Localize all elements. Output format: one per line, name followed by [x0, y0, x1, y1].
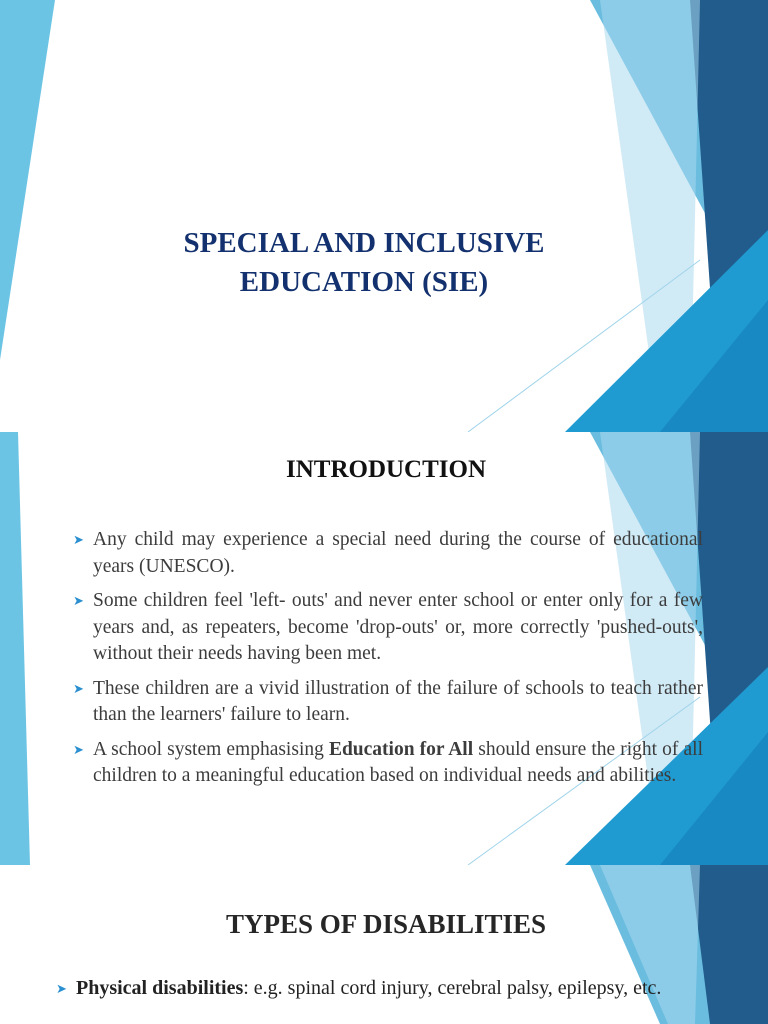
bullet-text-emphasis: Education for All: [328, 738, 474, 760]
title-line-1: SPECIAL AND INCLUSIVE: [183, 227, 545, 259]
arrow-bullet-icon: ➤: [73, 594, 84, 609]
bullet-text-tail: should ensure the right of all children to a meaningful education based on individual needs and abilities.: [93, 738, 703, 786]
title-line-2: EDUCATION (SIE): [239, 266, 489, 298]
left-accent-shape: [0, 432, 30, 865]
list-item: [73, 588, 703, 668]
bullet-text-emphasis: Physical disabilities: [76, 977, 244, 999]
arrow-bullet-icon: ➤: [73, 681, 84, 697]
section-heading: INTRODUCTION: [285, 456, 487, 483]
slide-decoration: [0, 0, 768, 432]
arrow-bullet-icon: ➤: [56, 982, 67, 997]
bullet-list: [73, 527, 703, 798]
introduction-slide: [0, 432, 768, 865]
title-slide: [0, 0, 768, 432]
list-item: [73, 527, 703, 580]
list-item: [56, 975, 706, 1002]
bullet-text: Some children feel 'left- outs' and never enter school or enter only for a few years and, as repeaters, become 'drop-outs' or, more correctly 'pushed-outs', without their needs having been met.: [93, 590, 703, 664]
bullet-text: Any child may experience a special need during the course of educational years (UNESCO).: [93, 529, 703, 577]
disabilities-slide: [0, 865, 768, 1024]
page-title: [130, 224, 598, 302]
bullet-text: These children are a vivid illustration of the failure of schools to teach rather than the learners' failure to learn.: [93, 677, 703, 725]
section-heading: TYPES OF DISABILITIES: [225, 909, 547, 939]
arrow-bullet-icon: ➤: [73, 742, 84, 758]
bullet-list: [56, 975, 706, 1010]
bullet-text-lead: A school system emphasising: [93, 738, 329, 760]
bullet-text-tail: : e.g. spinal cord injury, cerebral palsy, epilepsy, etc.: [243, 977, 662, 999]
list-item: [73, 676, 703, 729]
list-item: [73, 737, 703, 790]
left-accent-shape: [0, 0, 55, 360]
arrow-bullet-icon: ➤: [73, 533, 84, 548]
